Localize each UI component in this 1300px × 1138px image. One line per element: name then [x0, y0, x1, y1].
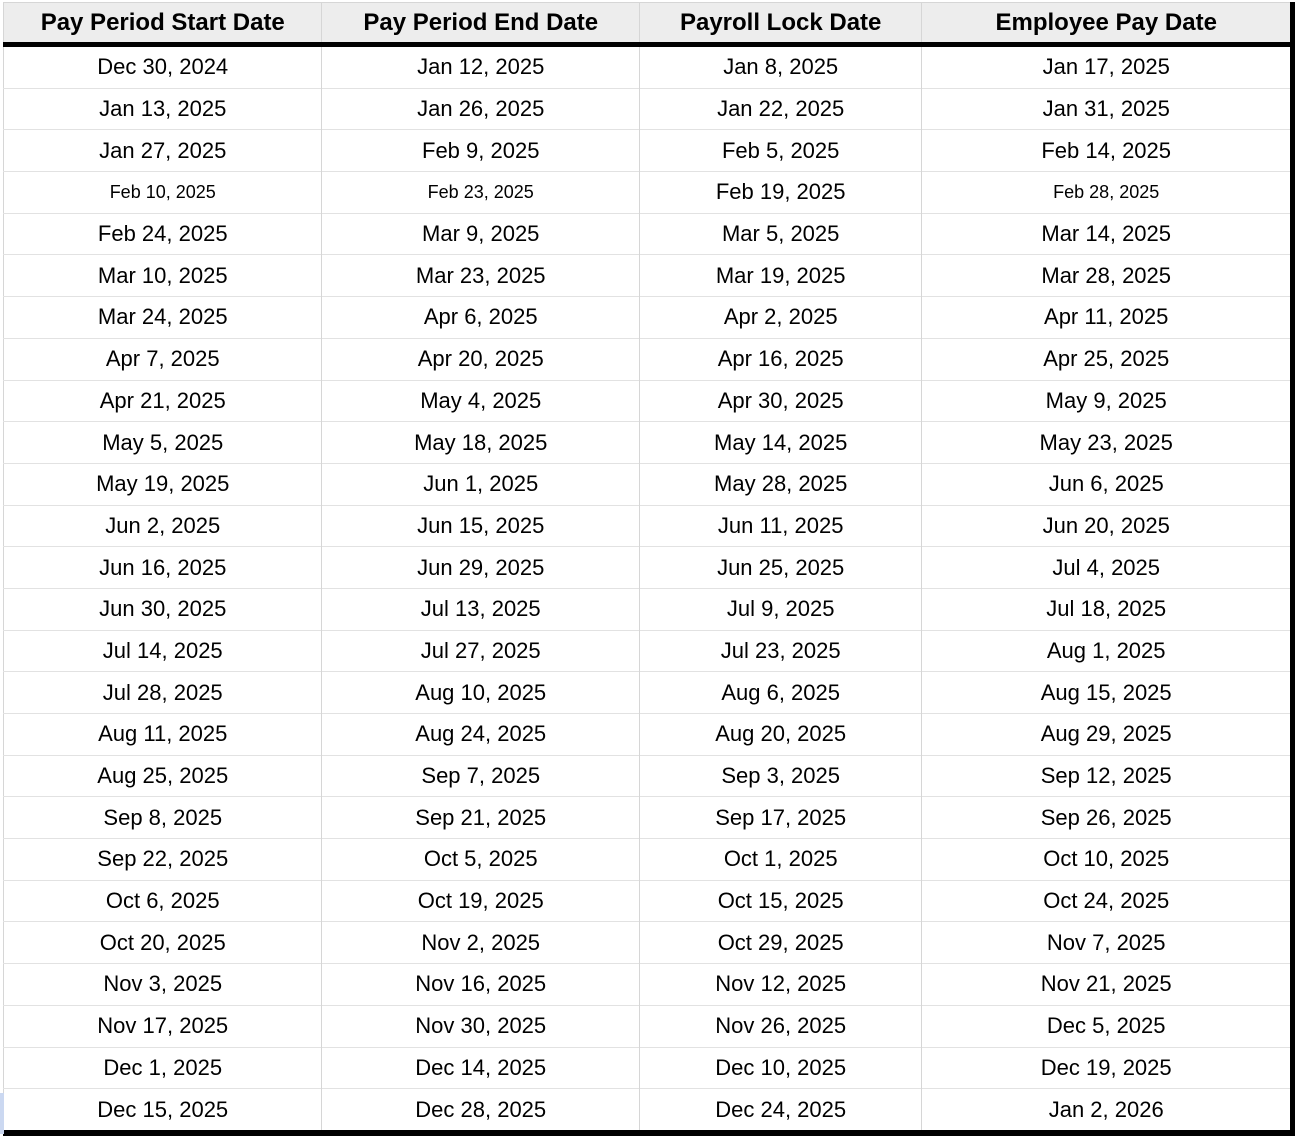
table-cell[interactable]: Sep 12, 2025: [922, 755, 1293, 797]
table-cell[interactable]: Jun 15, 2025: [322, 505, 639, 547]
table-cell[interactable]: Feb 19, 2025: [639, 172, 921, 214]
table-cell[interactable]: Aug 29, 2025: [922, 714, 1293, 756]
table-cell[interactable]: Aug 11, 2025: [4, 714, 322, 756]
table-cell[interactable]: Sep 8, 2025: [4, 797, 322, 839]
table-cell[interactable]: Nov 17, 2025: [4, 1005, 322, 1047]
table-row: [4, 922, 1293, 964]
table-cell[interactable]: Dec 28, 2025: [322, 1089, 639, 1133]
table-cell[interactable]: Apr 20, 2025: [322, 338, 639, 380]
table-body: [4, 45, 1293, 1133]
table-cell[interactable]: Nov 26, 2025: [639, 1005, 921, 1047]
table-cell[interactable]: Aug 25, 2025: [4, 755, 322, 797]
table-cell[interactable]: May 28, 2025: [639, 463, 921, 505]
table-cell[interactable]: Dec 30, 2024: [4, 45, 322, 89]
table-row: [4, 839, 1293, 881]
table-cell[interactable]: Mar 14, 2025: [922, 213, 1293, 255]
table-row: [4, 422, 1293, 464]
table-cell[interactable]: Jun 30, 2025: [4, 588, 322, 630]
table-cell[interactable]: Sep 17, 2025: [639, 797, 921, 839]
table-cell[interactable]: Aug 15, 2025: [922, 672, 1293, 714]
table-cell[interactable]: Jun 2, 2025: [4, 505, 322, 547]
table-cell[interactable]: Nov 16, 2025: [322, 964, 639, 1006]
table-cell[interactable]: Feb 14, 2025: [922, 130, 1293, 172]
table-cell[interactable]: Apr 6, 2025: [322, 297, 639, 339]
table-cell[interactable]: Jul 13, 2025: [322, 588, 639, 630]
table-cell[interactable]: Mar 19, 2025: [639, 255, 921, 297]
table-cell[interactable]: Sep 7, 2025: [322, 755, 639, 797]
table-cell[interactable]: Dec 10, 2025: [639, 1047, 921, 1089]
table-cell[interactable]: Oct 5, 2025: [322, 839, 639, 881]
table-row: [4, 338, 1293, 380]
table-cell[interactable]: Feb 23, 2025: [322, 172, 639, 214]
table-cell[interactable]: Nov 7, 2025: [922, 922, 1293, 964]
table-row: [4, 463, 1293, 505]
table-cell[interactable]: Jun 6, 2025: [922, 463, 1293, 505]
table-cell[interactable]: Mar 5, 2025: [639, 213, 921, 255]
table-row: [4, 755, 1293, 797]
table-row: [4, 588, 1293, 630]
table-cell[interactable]: Dec 5, 2025: [922, 1005, 1293, 1047]
table-cell[interactable]: Feb 24, 2025: [4, 213, 322, 255]
table-cell[interactable]: Nov 2, 2025: [322, 922, 639, 964]
table-cell[interactable]: Jul 27, 2025: [322, 630, 639, 672]
table-row: [4, 213, 1293, 255]
table-cell[interactable]: Oct 1, 2025: [639, 839, 921, 881]
table-cell[interactable]: Oct 20, 2025: [4, 922, 322, 964]
row-selection-stripe: [0, 1093, 4, 1134]
table-cell[interactable]: Jan 13, 2025: [4, 88, 322, 130]
table-cell[interactable]: Oct 19, 2025: [322, 880, 639, 922]
table-row: [4, 88, 1293, 130]
table-cell[interactable]: Jan 17, 2025: [922, 45, 1293, 89]
table-cell[interactable]: Jul 9, 2025: [639, 588, 921, 630]
table-cell[interactable]: Jun 1, 2025: [322, 463, 639, 505]
table-row: [4, 1089, 1293, 1133]
table-cell[interactable]: Jan 27, 2025: [4, 130, 322, 172]
table-cell[interactable]: Apr 16, 2025: [639, 338, 921, 380]
table-cell[interactable]: May 5, 2025: [4, 422, 322, 464]
column-header-2[interactable]: Payroll Lock Date: [639, 3, 921, 45]
table-cell[interactable]: Feb 5, 2025: [639, 130, 921, 172]
table-cell[interactable]: Mar 24, 2025: [4, 297, 322, 339]
table-cell[interactable]: Jan 8, 2025: [639, 45, 921, 89]
table-cell[interactable]: Nov 12, 2025: [639, 964, 921, 1006]
table-cell[interactable]: Jun 16, 2025: [4, 547, 322, 589]
payroll-schedule: [0, 2, 1300, 1138]
table-cell[interactable]: Aug 1, 2025: [922, 630, 1293, 672]
table-cell[interactable]: Mar 23, 2025: [322, 255, 639, 297]
table-cell[interactable]: Nov 30, 2025: [322, 1005, 639, 1047]
table-cell[interactable]: Feb 9, 2025: [322, 130, 639, 172]
table-cell[interactable]: Jan 31, 2025: [922, 88, 1293, 130]
header-row: [4, 3, 1293, 45]
table-cell[interactable]: Aug 10, 2025: [322, 672, 639, 714]
table-cell[interactable]: Apr 2, 2025: [639, 297, 921, 339]
column-header-1[interactable]: Pay Period End Date: [322, 3, 639, 45]
table-cell[interactable]: Dec 14, 2025: [322, 1047, 639, 1089]
table-cell[interactable]: Jun 20, 2025: [922, 505, 1293, 547]
table-cell[interactable]: Mar 10, 2025: [4, 255, 322, 297]
table-cell[interactable]: Sep 26, 2025: [922, 797, 1293, 839]
table-row: [4, 1047, 1293, 1089]
table-cell[interactable]: Aug 24, 2025: [322, 714, 639, 756]
table-cell[interactable]: Apr 21, 2025: [4, 380, 322, 422]
table-cell[interactable]: Jun 11, 2025: [639, 505, 921, 547]
table-cell[interactable]: Mar 28, 2025: [922, 255, 1293, 297]
table-cell[interactable]: Sep 3, 2025: [639, 755, 921, 797]
table-cell[interactable]: May 4, 2025: [322, 380, 639, 422]
table-cell[interactable]: Dec 24, 2025: [639, 1089, 921, 1133]
table-cell[interactable]: Jul 18, 2025: [922, 588, 1293, 630]
table-row: [4, 130, 1293, 172]
table-cell[interactable]: May 19, 2025: [4, 463, 322, 505]
payroll-schedule-table: [3, 2, 1295, 1136]
table-cell[interactable]: May 9, 2025: [922, 380, 1293, 422]
table-cell[interactable]: Jan 26, 2025: [322, 88, 639, 130]
table-cell[interactable]: Dec 19, 2025: [922, 1047, 1293, 1089]
table-cell[interactable]: May 23, 2025: [922, 422, 1293, 464]
table-cell[interactable]: Sep 21, 2025: [322, 797, 639, 839]
table-cell[interactable]: Jan 22, 2025: [639, 88, 921, 130]
table-row: [4, 297, 1293, 339]
table-header: [4, 3, 1293, 45]
table-cell[interactable]: Apr 25, 2025: [922, 338, 1293, 380]
table-cell[interactable]: Aug 6, 2025: [639, 672, 921, 714]
table-cell[interactable]: Aug 20, 2025: [639, 714, 921, 756]
table-row: [4, 380, 1293, 422]
table-cell[interactable]: Jun 29, 2025: [322, 547, 639, 589]
table-cell[interactable]: Feb 28, 2025: [922, 172, 1293, 214]
table-cell[interactable]: Apr 11, 2025: [922, 297, 1293, 339]
table-cell[interactable]: Jun 25, 2025: [639, 547, 921, 589]
table-cell[interactable]: Apr 30, 2025: [639, 380, 921, 422]
table-cell[interactable]: Mar 9, 2025: [322, 213, 639, 255]
table-cell[interactable]: Jul 14, 2025: [4, 630, 322, 672]
table-cell[interactable]: Jul 4, 2025: [922, 547, 1293, 589]
table-cell[interactable]: May 18, 2025: [322, 422, 639, 464]
column-header-0[interactable]: Pay Period Start Date: [4, 3, 322, 45]
table-cell[interactable]: Dec 15, 2025: [4, 1089, 322, 1133]
table-cell[interactable]: Jul 23, 2025: [639, 630, 921, 672]
table-cell[interactable]: Oct 24, 2025: [922, 880, 1293, 922]
table-cell[interactable]: Nov 3, 2025: [4, 964, 322, 1006]
table-row: [4, 964, 1293, 1006]
table-row: [4, 630, 1293, 672]
table-row: [4, 714, 1293, 756]
table-row: [4, 172, 1293, 214]
table-row: [4, 1005, 1293, 1047]
table-cell[interactable]: Apr 7, 2025: [4, 338, 322, 380]
table-row: [4, 45, 1293, 89]
table-cell[interactable]: Oct 15, 2025: [639, 880, 921, 922]
table-cell[interactable]: Feb 10, 2025: [4, 172, 322, 214]
table-row: [4, 880, 1293, 922]
table-row: [4, 505, 1293, 547]
table-row: [4, 255, 1293, 297]
table-cell[interactable]: Sep 22, 2025: [4, 839, 322, 881]
table-cell[interactable]: Oct 29, 2025: [639, 922, 921, 964]
table-row: [4, 672, 1293, 714]
table-row: [4, 797, 1293, 839]
column-header-3[interactable]: Employee Pay Date: [922, 3, 1293, 45]
table-cell[interactable]: Jan 2, 2026: [922, 1089, 1293, 1133]
table-cell[interactable]: Oct 10, 2025: [922, 839, 1293, 881]
table-cell[interactable]: Jul 28, 2025: [4, 672, 322, 714]
table-cell[interactable]: May 14, 2025: [639, 422, 921, 464]
table-cell[interactable]: Nov 21, 2025: [922, 964, 1293, 1006]
table-cell[interactable]: Jan 12, 2025: [322, 45, 639, 89]
table-cell[interactable]: Dec 1, 2025: [4, 1047, 322, 1089]
table-row: [4, 547, 1293, 589]
table-cell[interactable]: Oct 6, 2025: [4, 880, 322, 922]
